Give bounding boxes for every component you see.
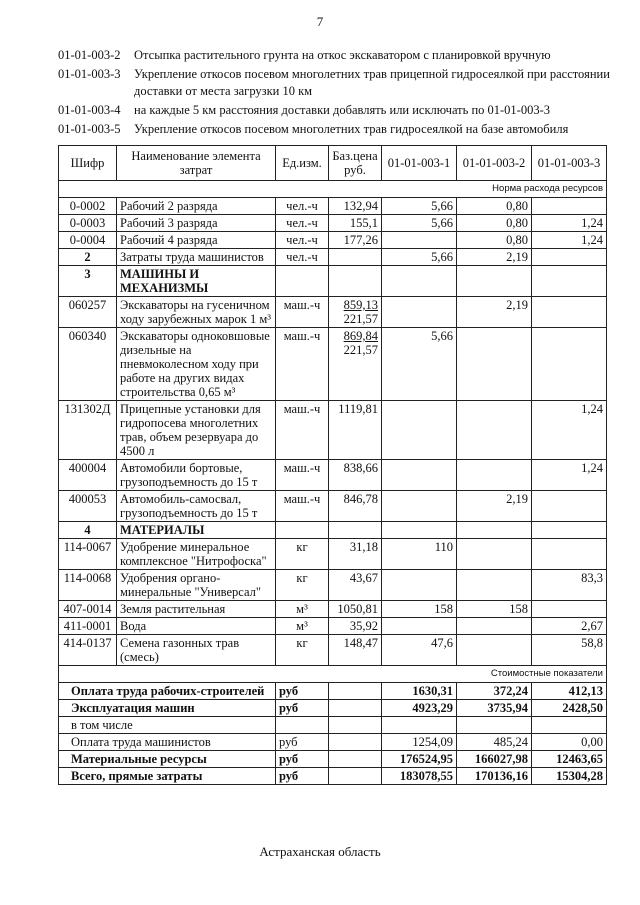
row-price: 177,26 xyxy=(329,232,382,249)
row-name: Экскаваторы одноковшовые дизельные на пневмоколесном ходу при работе на других видах строительства 0,65 м³ xyxy=(117,328,276,401)
description-code: 01-01-003-4 xyxy=(58,103,121,117)
row-c2: 0,80 xyxy=(457,232,532,249)
row-price: 148,47 xyxy=(329,635,382,666)
cost-c1: 1630,31 xyxy=(382,683,457,700)
section-name: Затраты труда машинистов xyxy=(117,249,276,266)
row-c2 xyxy=(457,570,532,601)
description-text: Укрепление откосов посевом многолетних трав гидросеялкой на базе автомобиля xyxy=(134,122,569,136)
row-price-wage: 221,57 xyxy=(343,343,378,357)
footer-region: Астраханская область xyxy=(259,844,381,859)
row-c3 xyxy=(532,491,607,522)
cost-c2: 485,24 xyxy=(457,734,532,751)
cost-name: Всего, прямые затраты xyxy=(59,768,276,785)
cost-row xyxy=(59,700,607,717)
labor-section xyxy=(59,198,607,249)
row-price-main: 846,78 xyxy=(343,492,378,506)
row-name: Удобрение минеральное комплексное "Нитрофоска" xyxy=(117,539,276,570)
row-name: Рабочий 2 разряда xyxy=(117,198,276,215)
row-code: 131302Д xyxy=(59,401,117,460)
table-row xyxy=(59,297,607,328)
row-price: 1050,81 xyxy=(329,601,382,618)
row-price-main: 838,66 xyxy=(343,461,378,475)
row-c1 xyxy=(382,570,457,601)
row-unit: кг xyxy=(276,570,329,601)
row-unit: маш.-ч xyxy=(276,460,329,491)
row-c2: 2,19 xyxy=(457,297,532,328)
cost-label: Стоимостные показатели xyxy=(59,666,607,683)
cost-price xyxy=(329,717,382,734)
description-item xyxy=(58,66,618,100)
row-price: 31,18 xyxy=(329,539,382,570)
row-code: 114-0067 xyxy=(59,539,117,570)
row-c2 xyxy=(457,539,532,570)
section-title: МАТЕРИАЛЫ xyxy=(117,522,276,539)
row-c2 xyxy=(457,635,532,666)
row-price xyxy=(329,491,382,522)
row-c1: 5,66 xyxy=(382,198,457,215)
row-unit: чел.-ч xyxy=(276,215,329,232)
row-code: 114-0068 xyxy=(59,570,117,601)
cost-c2: 372,24 xyxy=(457,683,532,700)
material-section xyxy=(59,539,607,666)
cost-c2: 3735,94 xyxy=(457,700,532,717)
row-price xyxy=(329,460,382,491)
row-c1: 47,6 xyxy=(382,635,457,666)
description-code: 01-01-003-5 xyxy=(58,122,121,136)
row-c2 xyxy=(457,401,532,460)
cost-c1: 183078,55 xyxy=(382,768,457,785)
norm-label: Норма расхода ресурсов xyxy=(59,181,607,198)
section-c2: 2,19 xyxy=(457,249,532,266)
section-unit: чел.-ч xyxy=(276,249,329,266)
row-price-main: 869,84 xyxy=(343,329,378,343)
row-code: 407-0014 xyxy=(59,601,117,618)
row-price: 132,94 xyxy=(329,198,382,215)
cost-c3 xyxy=(532,717,607,734)
cost-name: Оплата труда рабочих-строителей xyxy=(59,683,276,700)
header-code: Шифр xyxy=(59,146,117,181)
row-unit: м³ xyxy=(276,618,329,635)
section-heading-row xyxy=(59,266,607,297)
row-unit: маш.-ч xyxy=(276,491,329,522)
cost-c1: 176524,95 xyxy=(382,751,457,768)
cost-c2: 170136,16 xyxy=(457,768,532,785)
row-c3 xyxy=(532,297,607,328)
row-c2 xyxy=(457,618,532,635)
row-name: Вода xyxy=(117,618,276,635)
row-name: Рабочий 3 разряда xyxy=(117,215,276,232)
row-code: 0-0004 xyxy=(59,232,117,249)
cost-unit: руб xyxy=(276,768,329,785)
header-col3: 01-01-003-3 xyxy=(532,146,607,181)
row-c1 xyxy=(382,401,457,460)
description-list xyxy=(58,47,618,140)
row-name: Земля растительная xyxy=(117,601,276,618)
header-unit: Ед.изм. xyxy=(276,146,329,181)
row-c2 xyxy=(457,328,532,401)
cost-price xyxy=(329,751,382,768)
table-row xyxy=(59,198,607,215)
row-unit: м³ xyxy=(276,601,329,618)
row-c3: 2,67 xyxy=(532,618,607,635)
cost-c2 xyxy=(457,717,532,734)
table-row xyxy=(59,491,607,522)
row-name: Прицепные установки для гидропосева многолетних трав, объем резервуара до 4500 л xyxy=(117,401,276,460)
section-code: 4 xyxy=(59,522,117,539)
row-c1: 5,66 xyxy=(382,215,457,232)
cost-c3: 12463,65 xyxy=(532,751,607,768)
section-row xyxy=(59,249,607,266)
row-code: 400004 xyxy=(59,460,117,491)
row-name: Автомобиль-самосвал, грузоподъемность до 15 т xyxy=(117,491,276,522)
row-code: 060340 xyxy=(59,328,117,401)
resource-table xyxy=(58,145,607,785)
row-c1: 5,66 xyxy=(382,328,457,401)
cost-label-row xyxy=(59,666,607,683)
cost-price xyxy=(329,683,382,700)
row-code: 0-0002 xyxy=(59,198,117,215)
page-number: 7 xyxy=(316,14,324,29)
row-unit: кг xyxy=(276,635,329,666)
row-name: Автомобили бортовые, грузоподъемность до 15 т xyxy=(117,460,276,491)
description-item xyxy=(58,47,618,64)
cost-name: Оплата труда машинистов xyxy=(59,734,276,751)
cost-row xyxy=(59,683,607,700)
header-col1: 01-01-003-1 xyxy=(382,146,457,181)
cost-unit: руб xyxy=(276,734,329,751)
row-c3: 1,24 xyxy=(532,215,607,232)
table-row xyxy=(59,570,607,601)
row-c3 xyxy=(532,328,607,401)
row-c2: 158 xyxy=(457,601,532,618)
cost-price xyxy=(329,768,382,785)
row-price xyxy=(329,401,382,460)
row-c1: 158 xyxy=(382,601,457,618)
cost-unit: руб xyxy=(276,683,329,700)
cost-section xyxy=(59,683,607,785)
cost-name: Эксплуатация машин xyxy=(59,700,276,717)
cost-c1: 4923,29 xyxy=(382,700,457,717)
row-unit: маш.-ч xyxy=(276,401,329,460)
row-c2: 0,80 xyxy=(457,198,532,215)
table-row xyxy=(59,618,607,635)
row-unit: кг xyxy=(276,539,329,570)
table-header xyxy=(59,146,607,181)
row-name: Рабочий 4 разряда xyxy=(117,232,276,249)
header-col2: 01-01-003-2 xyxy=(457,146,532,181)
row-unit: маш.-ч xyxy=(276,328,329,401)
row-c2 xyxy=(457,460,532,491)
description-item xyxy=(58,102,618,119)
table-row xyxy=(59,215,607,232)
cost-c1 xyxy=(382,717,457,734)
row-code: 0-0003 xyxy=(59,215,117,232)
row-price xyxy=(329,297,382,328)
machine-section xyxy=(59,297,607,522)
row-price-main: 1119,81 xyxy=(338,402,378,416)
cost-row xyxy=(59,768,607,785)
row-c3: 1,24 xyxy=(532,460,607,491)
row-name: Экскаваторы на гусеничном ходу зарубежных марок 1 м³ xyxy=(117,297,276,328)
row-c3 xyxy=(532,601,607,618)
row-c1 xyxy=(382,460,457,491)
row-c1 xyxy=(382,618,457,635)
cost-row xyxy=(59,751,607,768)
cost-c3: 15304,28 xyxy=(532,768,607,785)
row-unit: маш.-ч xyxy=(276,297,329,328)
row-c1 xyxy=(382,491,457,522)
row-c3: 1,24 xyxy=(532,232,607,249)
cost-price xyxy=(329,700,382,717)
description-item xyxy=(58,121,618,138)
row-unit: чел.-ч xyxy=(276,232,329,249)
cost-row xyxy=(59,734,607,751)
description-text: Отсыпка растительного грунта на откос экскаватором с планировкой вручную xyxy=(134,48,551,62)
row-code: 411-0001 xyxy=(59,618,117,635)
header-price: Баз.цена руб. xyxy=(329,146,382,181)
section-price xyxy=(329,249,382,266)
norm-label-row xyxy=(59,181,607,198)
cost-name: в том числе xyxy=(59,717,276,734)
section-code: 2 xyxy=(59,249,117,266)
row-c1: 110 xyxy=(382,539,457,570)
cost-row xyxy=(59,717,607,734)
row-c3: 58,8 xyxy=(532,635,607,666)
row-c3 xyxy=(532,198,607,215)
row-c3: 1,24 xyxy=(532,401,607,460)
row-code: 400053 xyxy=(59,491,117,522)
table-row xyxy=(59,635,607,666)
section-heading-row xyxy=(59,522,607,539)
row-price xyxy=(329,328,382,401)
row-c3 xyxy=(532,539,607,570)
table-row xyxy=(59,539,607,570)
cost-name: Материальные ресурсы xyxy=(59,751,276,768)
table-row xyxy=(59,601,607,618)
row-price: 35,92 xyxy=(329,618,382,635)
cost-unit xyxy=(276,717,329,734)
section-title: МАШИНЫ И МЕХАНИЗМЫ xyxy=(117,266,276,297)
description-text: на каждые 5 км расстояния доставки добавлять или исключать по 01-01-003-3 xyxy=(134,103,551,117)
row-name: Удобрения органо-минеральные "Универсал" xyxy=(117,570,276,601)
description-code: 01-01-003-2 xyxy=(58,48,121,62)
table-row xyxy=(59,460,607,491)
row-unit: чел.-ч xyxy=(276,198,329,215)
row-c2: 0,80 xyxy=(457,215,532,232)
row-name: Семена газонных трав (смесь) xyxy=(117,635,276,666)
cost-c3: 412,13 xyxy=(532,683,607,700)
row-code: 414-0137 xyxy=(59,635,117,666)
cost-c1: 1254,09 xyxy=(382,734,457,751)
row-code: 060257 xyxy=(59,297,117,328)
section-c1: 5,66 xyxy=(382,249,457,266)
header-name: Наименование элемента затрат xyxy=(117,146,276,181)
row-price: 43,67 xyxy=(329,570,382,601)
row-price: 155,1 xyxy=(329,215,382,232)
table-row xyxy=(59,401,607,460)
description-code: 01-01-003-3 xyxy=(58,67,121,81)
row-c1 xyxy=(382,232,457,249)
section-code: 3 xyxy=(59,266,117,297)
row-c2: 2,19 xyxy=(457,491,532,522)
table-row xyxy=(59,232,607,249)
table-row xyxy=(59,328,607,401)
row-c3: 83,3 xyxy=(532,570,607,601)
description-text: Укрепление откосов посевом многолетних трав прицепной гидросеялкой при расстоянии доставки от места загрузки 10 км xyxy=(134,67,610,98)
row-price-wage: 221,57 xyxy=(343,312,378,326)
row-c1 xyxy=(382,297,457,328)
cost-unit: руб xyxy=(276,751,329,768)
cost-c3: 0,00 xyxy=(532,734,607,751)
cost-price xyxy=(329,734,382,751)
section-c3 xyxy=(532,249,607,266)
cost-c3: 2428,50 xyxy=(532,700,607,717)
cost-c2: 166027,98 xyxy=(457,751,532,768)
cost-unit: руб xyxy=(276,700,329,717)
row-price-main: 859,13 xyxy=(343,298,378,312)
